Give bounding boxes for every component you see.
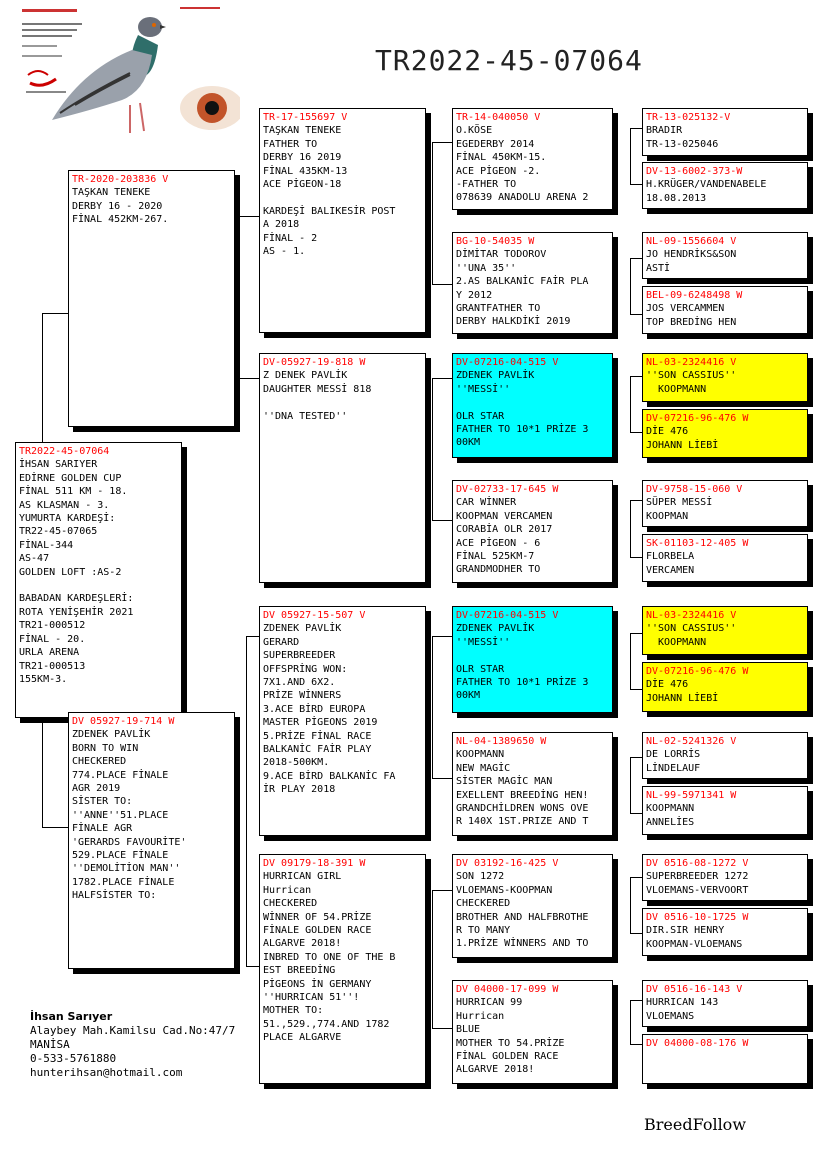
pigeon-notes: ZDENEK PAVLİK BORN TO WIN CHECKERED 774.PLACE FİNALE AGR 2019 SİSTER TO: ''ANNE''51.PLACE FİNALE AGR 'GERARDS FAVOURİTE' 529.PLACE FİNALE ''DEMOLİTİON MAN'' 1782.PLACE FİNALE HALFSİSTER TO: [72, 729, 187, 902]
ancestor-box[interactable] [642, 108, 808, 156]
pigeon-notes: HURRICAN 143 VLOEMANS [646, 997, 719, 1022]
ring-number: NL-99-5971341 W [646, 790, 737, 801]
ancestor-box[interactable] [642, 980, 808, 1027]
ancestor-box[interactable] [642, 232, 808, 279]
great-grandparent-box[interactable] [452, 854, 613, 958]
great-grandparent-box[interactable] [452, 606, 613, 713]
pigeon-notes: HURRICAN 99 Hurrican BLUE MOTHER TO 54.PRİZE FİNAL GOLDEN RACE ALGARVE 2018! [456, 997, 565, 1076]
ring-number: TR-17-155697 V [263, 112, 348, 123]
ring-number: DV-07216-96-476 W [646, 666, 749, 677]
ring-number: DV 04000-08-176 W [646, 1038, 749, 1049]
owner-address: Alaybey Mah.Kamilsu Cad.No:47/7 [30, 1024, 236, 1037]
ring-number: DV-07216-04-515 V [456, 610, 559, 621]
ring-number: NL-03-2324416 V [646, 610, 737, 621]
pigeon-notes: DE LORRİS LİNDELAUF [646, 749, 701, 774]
great-grandparent-box[interactable] [452, 108, 613, 210]
great-grandparent-box[interactable] [452, 480, 613, 583]
ring-number: DV 05927-19-714 W [72, 716, 175, 727]
pigeon-notes: CAR WİNNER KOOPMAN VERCAMEN CORABİA OLR 2017 ACE PİGEON - 6 FİNAL 525KM-7 GRANDMODHER TO [456, 497, 553, 576]
ring-number: DV 04000-17-099 W [456, 984, 559, 995]
subject-box[interactable] [15, 442, 182, 718]
great-grandparent-box[interactable] [452, 980, 613, 1084]
ring-number: DV-13-6002-373-W [646, 166, 743, 177]
ring-number: DV 03192-16-425 V [456, 858, 559, 869]
pigeon-notes: HURRICAN GIRL Hurrican CHECKERED WİNNER OF 54.PRİZE FİNALE GOLDEN RACE ALGARVE 2018! INBRED TO ONE OF THE B EST BREEDİNG PİGEONS İN GERMANY ''HURRICAN 51''! MOTHER TO: 51.,529.,774.AND 1782 PLACE ALGARVE [263, 871, 396, 1044]
pigeon-notes: SUPERBREEDER 1272 VLOEMANS-VERVOORT [646, 871, 749, 896]
brand-footer: BreedFollow [644, 1115, 747, 1134]
sire-box[interactable] [68, 170, 235, 427]
ring-number: SK-01103-12-405 W [646, 538, 749, 549]
ring-number: TR2022-45-07064 [19, 446, 110, 457]
ring-number: DV-07216-04-515 V [456, 357, 559, 368]
ancestor-box[interactable] [642, 480, 808, 527]
pigeon-notes: ZDENEK PAVLİK GERARD SUPERBREEDER OFFSPRİNG WON: 7X1.AND 6X2. PRİZE WİNNERS 3.ACE BİRD EUROPA MASTER PİGEONS 2019 5.PRİZE FİNAL RACE BALKANİC FAİR PLAY 2018-500KM. 9.ACE BİRD BALKANİC FA İR PLAY 2018 [263, 623, 396, 796]
owner-phone: 0-533-5761880 [30, 1052, 117, 1065]
pigeon-notes: SÜPER MESSİ KOOPMAN [646, 497, 713, 522]
owner-email[interactable]: hunterihsan@hotmail.com [30, 1066, 183, 1079]
pigeon-illustration [20, 5, 240, 150]
ring-number: DV-9758-15-060 V [646, 484, 743, 495]
ring-number: DV 05927-15-507 V [263, 610, 366, 621]
pigeon-notes: O.KÖSE EGEDERBY 2014 FİNAL 450KM-15. ACE PİGEON -2. -FATHER TO 078639 ANADOLU ARENA 2 [456, 125, 589, 204]
ring-number: NL-02-5241326 V [646, 736, 737, 747]
pigeon-notes: BRADIR TR-13-025046 [646, 125, 719, 150]
grandparent-box[interactable] [259, 606, 426, 836]
ring-number: TR-13-025132-V [646, 112, 731, 123]
pigeon-notes: TAŞKAN TENEKE FATHER TO DERBY 16 2019 FİNAL 435KM-13 ACE PİGEON-18 KARDEŞİ BALIKESİR POST A 2018 FİNAL - 2 AS - 1. [263, 125, 396, 258]
pigeon-notes: DİMİTAR TODOROV ''UNA 35'' 2.AS BALKANİC FAİR PLA Y 2012 GRANTFATHER TO DERBY HALKDİKİ 2019 [456, 249, 589, 328]
ring-number: TR-14-040050 V [456, 112, 541, 123]
grandparent-box[interactable] [259, 108, 426, 333]
pigeon-notes: İHSAN SARIYER EDİRNE GOLDEN CUP FİNAL 511 KM - 18. AS KLASMAN - 3. YUMURTA KARDEŞİ: TR22-45-07065 FİNAL-344 AS-47 GOLDEN LOFT :AS-2 BABADAN KARDEŞLERİ: ROTA YENİŞEHİR 2021 TR21-000512 FİNAL - 20. URLA ARENA TR21-000513 155KM-3. [19, 459, 134, 685]
logo [20, 5, 240, 154]
owner-city: MANİSA [30, 1038, 70, 1051]
pigeon-notes: KOOPMANN ANNELİES [646, 803, 695, 828]
ring-number: TR-2020-203836 V [72, 174, 169, 185]
pigeon-notes: JO HENDRİKS&SON ASTİ [646, 249, 737, 274]
ancestor-box[interactable] [642, 606, 808, 655]
pigeon-notes: Z DENEK PAVLİK DAUGHTER MESSİ 818 ''DNA TESTED'' [263, 370, 372, 422]
ring-number: DV 0516-08-1272 V [646, 858, 749, 869]
ring-number: DV 0516-10-1725 W [646, 912, 749, 923]
ring-number: DV 0516-16-143 V [646, 984, 743, 995]
pigeon-notes: ZDENEK PAVLİK ''MESSİ'' OLR STAR FATHER TO 10*1 PRİZE 3 00KM [456, 623, 589, 702]
pigeon-notes: JOS VERCAMMEN TOP BREDİNG HEN [646, 303, 737, 328]
ancestor-box[interactable] [642, 732, 808, 779]
pigeon-notes: ZDENEK PAVLİK ''MESSİ'' OLR STAR FATHER TO 10*1 PRİZE 3 00KM [456, 370, 589, 449]
ancestor-box[interactable] [642, 786, 808, 835]
ring-number: NL-09-1556604 V [646, 236, 737, 247]
owner-info [30, 1010, 235, 1080]
ancestor-box[interactable] [642, 353, 808, 402]
pigeon-notes: ''SON CASSIUS'' KOOPMANN [646, 370, 737, 395]
ring-number: BEL-09-6248498 W [646, 290, 743, 301]
ring-number: BG-10-54035 W [456, 236, 535, 247]
grandparent-box[interactable] [259, 854, 426, 1084]
page-title: TR2022-45-07064 [375, 44, 643, 77]
great-grandparent-box[interactable] [452, 232, 613, 334]
ancestor-box[interactable] [642, 162, 808, 209]
ring-number: NL-03-2324416 V [646, 357, 737, 368]
ancestor-box[interactable] [642, 286, 808, 334]
owner-name: İhsan Sarıyer [30, 1010, 113, 1023]
ring-number: NL-04-1389650 W [456, 736, 547, 747]
pigeon-notes: TAŞKAN TENEKE DERBY 16 - 2020 FİNAL 452KM-267. [72, 187, 169, 226]
ancestor-box[interactable] [642, 854, 808, 901]
pigeon-notes: DIR.SIR HENRY KOOPMAN-VLOEMANS [646, 925, 743, 950]
great-grandparent-box[interactable] [452, 353, 613, 458]
grandparent-box[interactable] [259, 353, 426, 583]
ring-number: DV-02733-17-645 W [456, 484, 559, 495]
ancestor-box[interactable] [642, 534, 808, 582]
ancestor-box[interactable] [642, 662, 808, 712]
dam-box[interactable] [68, 712, 235, 969]
pigeon-notes: DİE 476 JOHANN LİEBİ [646, 426, 719, 451]
pigeon-notes: FLORBELA VERCAMEN [646, 551, 695, 576]
pigeon-notes: ''SON CASSIUS'' KOOPMANN [646, 623, 737, 648]
ring-number: DV-05927-19-818 W [263, 357, 366, 368]
ring-number: DV 09179-18-391 W [263, 858, 366, 869]
ancestor-box[interactable] [642, 908, 808, 956]
great-grandparent-box[interactable] [452, 732, 613, 836]
ancestor-box[interactable] [642, 1034, 808, 1084]
pigeon-notes: DİE 476 JOHANN LİEBİ [646, 679, 719, 704]
pigeon-notes: KOOPMANN NEW MAGİC SİSTER MAGİC MAN EXELLENT BREEDİNG HEN! GRANDCHİLDREN WONS OVE R 140X 1ST.PRIZE AND T [456, 749, 589, 828]
pigeon-notes: H.KRÜGER/VANDENABELE 18.08.2013 [646, 179, 767, 204]
pigeon-notes: SON 1272 VLOEMANS-KOOPMAN CHECKERED BROTHER AND HALFBROTHE R TO MANY 1.PRİZE WİNNERS AND TO [456, 871, 589, 950]
ancestor-box[interactable] [642, 409, 808, 458]
ring-number: DV-07216-96-476 W [646, 413, 749, 424]
